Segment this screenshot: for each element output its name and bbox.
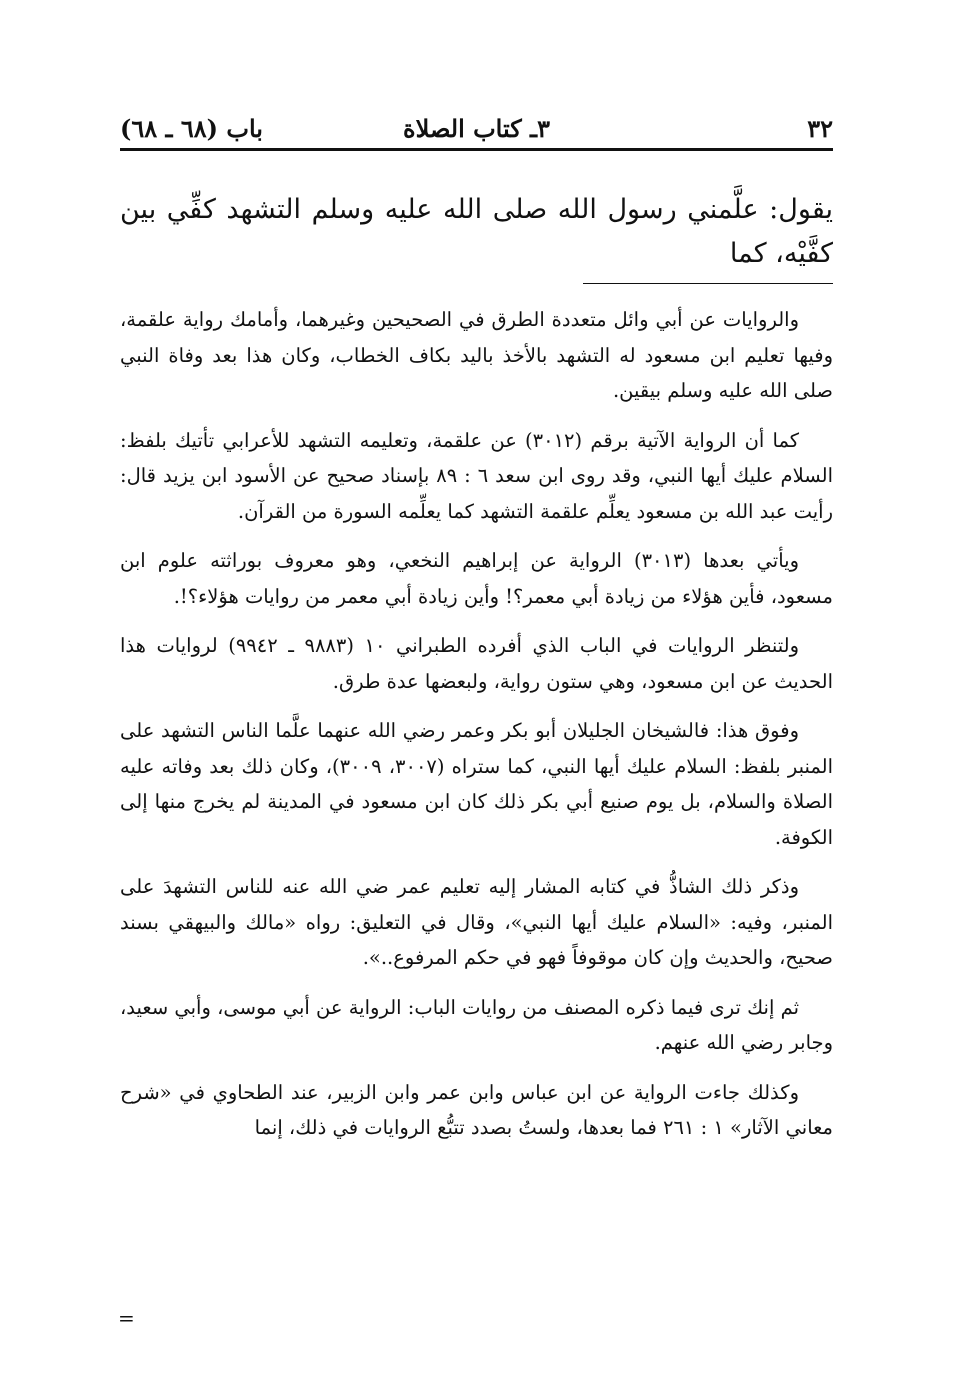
running-header [120, 110, 833, 146]
page-number: ٣٢ [807, 113, 833, 143]
main-text: يقول: علَّمني رسول الله صلى الله عليه وسلم التشهد كفِّي بين كفَّيْه، كما [120, 194, 833, 269]
footnote-separator [583, 283, 833, 284]
continuation-mark: = [118, 1306, 135, 1330]
header-rule [120, 148, 833, 151]
section-title: باب (٦٨ ـ ٦٨) [120, 113, 263, 143]
footnotes [120, 302, 833, 1160]
chapter-title: ٣ـ كتاب الصلاة [403, 113, 550, 143]
footnote-paragraph: ويأتي بعدها (٣٠١٣) الرواية عن إبراهيم النخعي، وهو معروف بوراثته علوم ابن مسعود، فأين هؤلاء من زيادة أبي معمر؟! وأين زيادة أبي معمر من روايات هؤلاء؟!. [120, 549, 833, 608]
footnote-paragraph: وفوق هذا: فالشيخان الجليلان أبو بكر وعمر رضي الله عنهما علَّما الناس التشهد على المنبر بلفظ: السلام عليك أيها النبي، كما ستراه (٣٠٠٧، ٣٠٠٩)، وكان ذلك بعد وفاته عليه الصلاة والسلام، بل يوم صنيع أبي بكر ذلك كان ابن مسعود في المدينة لم يخرج منها إلى الكوفة. [120, 719, 833, 849]
footnote-paragraph: ولتنظر الروايات في الباب الذي أفرده الطبراني ١٠ (٩٨٨٣ ـ ٩٩٤٢) لروايات هذا الحديث عن ابن مسعود، وهي ستون رواية، ولبعضها عدة طرق. [120, 634, 833, 693]
footnote-paragraph: والروايات عن أبي وائل متعددة الطرق في الصحيحين وغيرهما، وأمامك رواية علقمة، وفيها تعليم ابن مسعود له التشهد بالأخذ باليد بكاف الخطاب، وكان هذا بعد وفاة النبي صلى الله عليه وسلم بيقين. [120, 308, 833, 402]
footnote-paragraph: وذكر ذلك الشاذُّ في كتابه المشار إليه تعليم عمر ضي الله عنه للناس التشهدَ على المنبر، وفيه: «السلام عليك أيها النبي»، وقال في التعليق: رواه «مالك والبيهقي بسند صحيح، والحديث وإن كان موقوفاً فهو في حكم المرفوع..». [120, 875, 833, 969]
footnote-paragraph: ثم إنك ترى فيما ذكره المصنف من روايات الباب: الرواية عن أبي موسى، وأبي سعيد، وجابر رضي الله عنهم. [120, 995, 833, 1054]
footnote-paragraph: وكذلك جاءت الرواية عن ابن عباس وابن عمر وابن الزبير، عند الطحاوي في «شرح معاني الآثار» ١ : ٢٦١ فما بعدها، ولستُ بصدد تتبُّع الروايات في ذلك، إنما [120, 1080, 833, 1139]
footnote-paragraph: كما أن الرواية الآتية برقم (٣٠١٢) عن علقمة، وتعليمه التشهد للأعرابي تأتيك بلفظ: السلام عليك أيها النبي، وقد روى ابن سعد ٦ : ٨٩ بإسناد صحيح عن الأسود ابن يزيد قال: رأيت عبد الله بن مسعود يعلِّم علقمة التشهد كما يعلِّمه السورة من القرآن. [120, 428, 833, 523]
